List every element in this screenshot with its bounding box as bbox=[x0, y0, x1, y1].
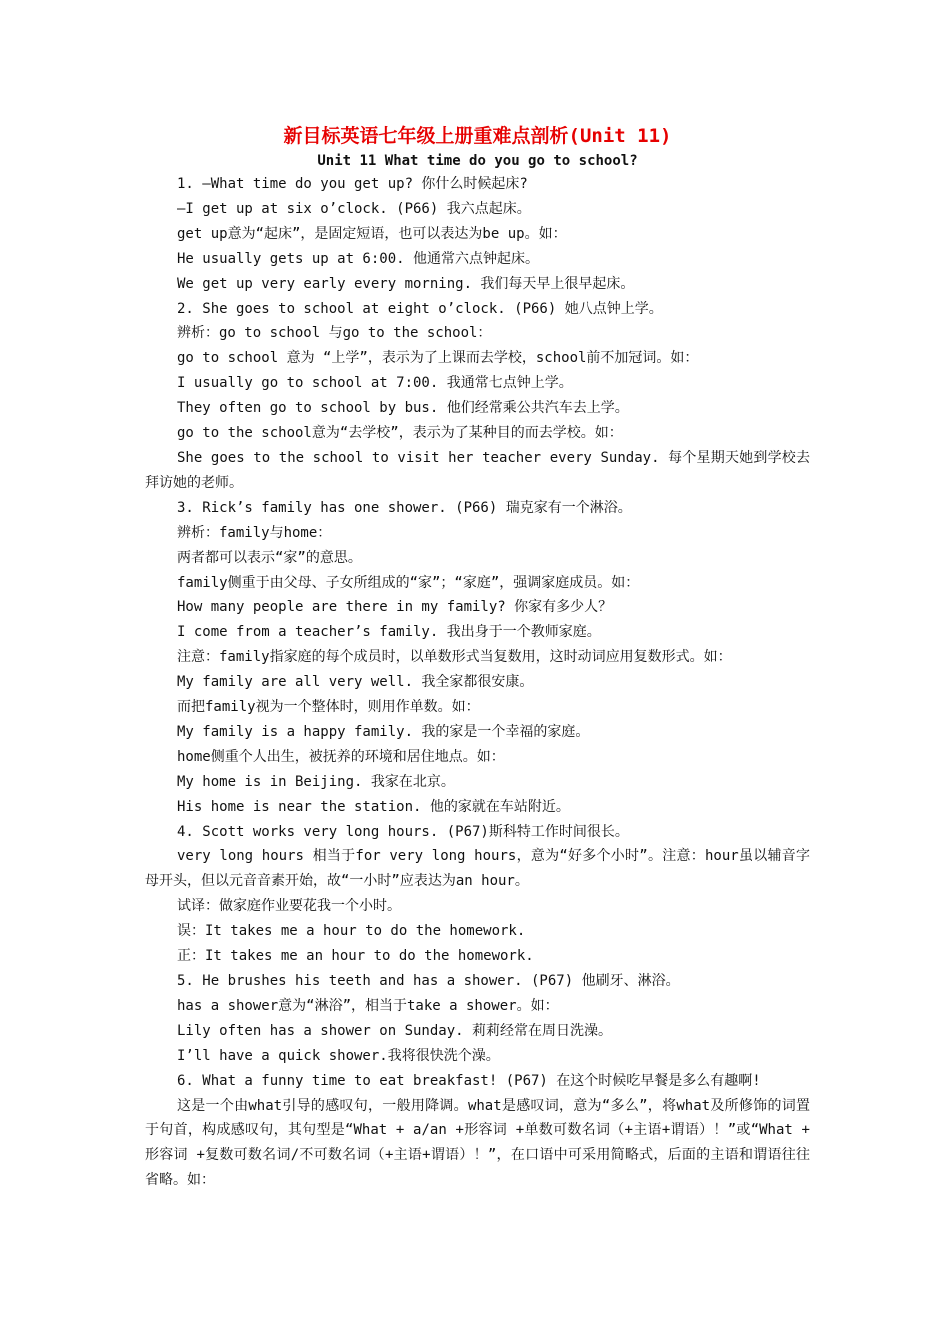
paragraph-line: 这是一个由what引导的感叹句，一般用降调。what是感叹词，意为“多么”，将what及所修饰的词置于句首，构成感叹句，其句型是“What + a/an +形容词 +单数可数名词（+主语+谓语）！”或“What + 形容词 +复数可数名词/不可数名词（+主语+谓语）！”，在口语中可采用简略式，后面的主语和谓语往往省略。如： bbox=[145, 1097, 819, 1189]
paragraph-line: 辨析：go to school 与go to the school： bbox=[177, 325, 492, 342]
paragraph-line: 2. She goes to school at eight o’clock. (P66) 她八点钟上学。 bbox=[177, 300, 663, 317]
paragraph-line: —I get up at six o’clock. (P66) 我六点起床。 bbox=[177, 200, 531, 217]
paragraph-line: 注意：family指家庭的每个成员时，以单数形式当复数用，这时动词应用复数形式。如： bbox=[177, 649, 732, 666]
document-subtitle: Unit 11 What time do you go to school? bbox=[317, 153, 638, 169]
paragraph-line: My home is in Beijing. 我家在北京。 bbox=[177, 773, 455, 790]
paragraph-line: very long hours 相当于for very long hours，意为“好多个小时”。注意：hour虽以辅音字母开头，但以元音音素开始，故“一小时”应表达为an hour。 bbox=[145, 848, 810, 890]
paragraph-line: home侧重个人出生，被抚养的环境和居住地点。如： bbox=[177, 748, 505, 765]
paragraph-line: We get up very early every morning. 我们每天早上很早起床。 bbox=[177, 275, 635, 292]
paragraph-line: get up意为“起床”，是固定短语，也可以表达为be up。如： bbox=[177, 225, 567, 242]
document-title: 新目标英语七年级上册重难点剖析(Unit 11) bbox=[283, 125, 672, 147]
paragraph-line: I’ll have a quick shower.我将很快洗个澡。 bbox=[177, 1047, 500, 1064]
paragraph-line: His home is near the station. 他的家就在车站附近。 bbox=[177, 798, 570, 815]
paragraph-line: How many people are there in my family? 你家有多少人？ bbox=[177, 599, 613, 616]
paragraph-line: She goes to the school to visit her teacher every Sunday. 每个星期天她到学校去拜访她的老师。 bbox=[145, 449, 810, 491]
paragraph-line: 正：It takes me an hour to do the homework. bbox=[177, 948, 534, 965]
paragraph-line: My family is a happy family. 我的家是一个幸福的家庭。 bbox=[177, 723, 590, 740]
paragraph-line: family侧重于由父母、子女所组成的“家”；“家庭”，强调家庭成员。如： bbox=[177, 574, 640, 591]
paragraph-line: 5. He brushes his teeth and has a shower. (P67) 他刷牙、淋浴。 bbox=[177, 973, 680, 989]
paragraph-line: I come from a teacher’s family. 我出身于一个教师家庭。 bbox=[177, 624, 601, 641]
paragraph-line: 误：It takes me a hour to do the homework. bbox=[177, 923, 526, 940]
paragraph-line: 两者都可以表示“家”的意思。 bbox=[177, 549, 362, 566]
paragraph-line: He usually gets up at 6:00. 他通常六点钟起床。 bbox=[177, 250, 540, 267]
paragraph-line: Lily often has a shower on Sunday. 莉莉经常在周日洗澡。 bbox=[177, 1022, 613, 1039]
paragraph-line: 6. What a funny time to eat breakfast! (P67) 在这个时候吃早餐是多么有趣啊! bbox=[177, 1072, 761, 1089]
document-body bbox=[145, 172, 819, 1193]
paragraph-line: 而把family视为一个整体时，则用作单数。如： bbox=[177, 699, 480, 716]
paragraph-line: They often go to school by bus. 他们经常乘公共汽车去上学。 bbox=[177, 400, 629, 417]
paragraph-line: 辨析：family与home： bbox=[177, 524, 332, 541]
paragraph-line: 1. —What time do you get up? 你什么时候起床? bbox=[177, 176, 528, 192]
paragraph-line: 4. Scott works very long hours. (P67)斯科特工作时间很长。 bbox=[177, 823, 629, 840]
paragraph-line: 试译：做家庭作业要花我一个小时。 bbox=[177, 898, 401, 915]
paragraph-line: go to school 意为 “上学”，表示为了上课而去学校，school前不加冠词。如： bbox=[177, 350, 699, 367]
document-page bbox=[145, 122, 819, 1193]
paragraph-line: has a shower意为“淋浴”，相当于take a shower。如： bbox=[177, 997, 559, 1014]
paragraph-line: I usually go to school at 7:00. 我通常七点钟上学。 bbox=[177, 375, 573, 392]
paragraph-line: My family are all very well. 我全家都很安康。 bbox=[177, 674, 534, 691]
paragraph-line: 3. Rick’s family has one shower. (P66) 瑞克家有一个淋浴。 bbox=[177, 499, 632, 516]
paragraph-line: go to the school意为“去学校”，表示为了某种目的而去学校。如： bbox=[177, 425, 623, 442]
